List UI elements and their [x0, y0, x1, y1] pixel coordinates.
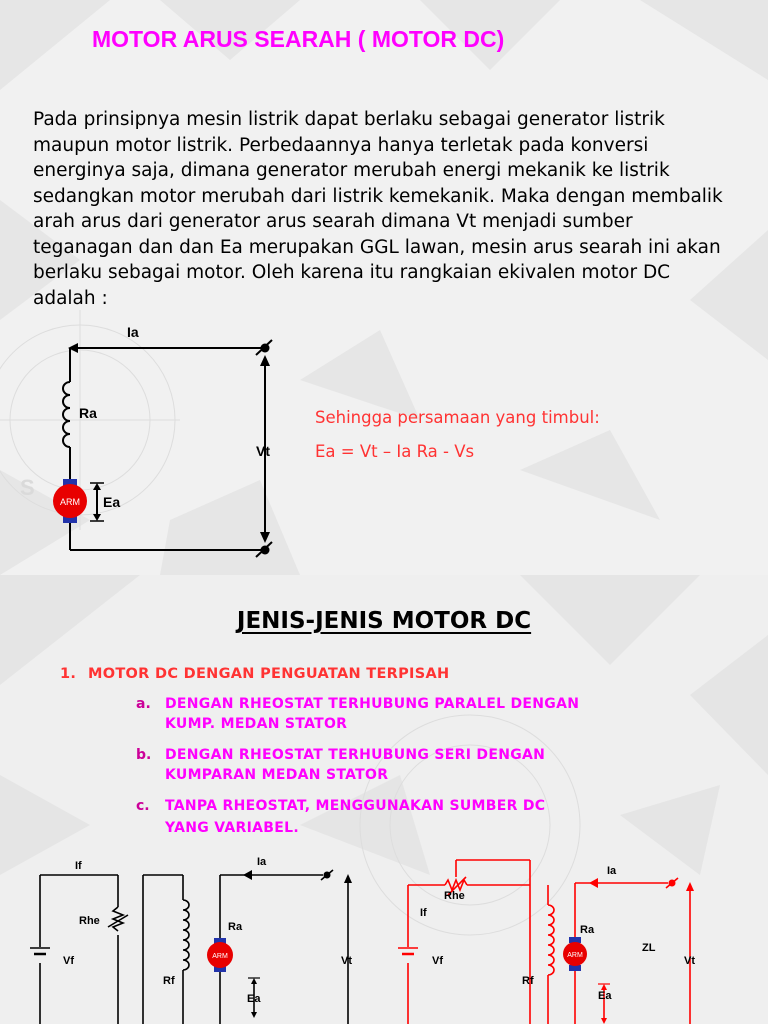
- subitem-line: YANG VARIABEL.: [165, 820, 299, 836]
- equation-intro: Sehingga persamaan yang timbul:: [315, 408, 600, 427]
- label-ea: Ea: [598, 990, 612, 1002]
- subitem-line: DENGAN RHEOSTAT TERHUBUNG SERI DENGAN: [165, 747, 546, 763]
- subitem-line: TANPA RHEOSTAT, MENGGUNAKAN SUMBER DC: [165, 798, 546, 814]
- ea-arrow-down: [93, 514, 101, 521]
- label-vf: Vf: [63, 955, 74, 967]
- label-ea: Ea: [247, 993, 261, 1005]
- list-item-number: 1.: [60, 666, 77, 682]
- ea-arrow-up: [93, 483, 101, 490]
- label-ra: Ra: [79, 405, 97, 421]
- arm-label: ARM: [212, 953, 228, 960]
- field-coil-right: [548, 905, 554, 975]
- label-ia: Ia: [127, 324, 139, 340]
- label-if: If: [420, 907, 427, 919]
- label-ia: Ia: [257, 856, 267, 868]
- label-vt: Vt: [341, 955, 352, 967]
- subitem-line: KUMP. MEDAN STATOR: [165, 716, 348, 732]
- armature-motor-right: [563, 937, 587, 971]
- label-ea: Ea: [103, 494, 121, 510]
- subitem-letter: b.: [136, 747, 152, 763]
- subitem-letter: c.: [136, 798, 150, 814]
- vt-arrow-up: [260, 355, 270, 366]
- label-if: If: [75, 860, 82, 872]
- paragraph-line: maupun motor listrik. Perbedaannya hanya terletak pada konversi: [33, 134, 649, 156]
- label-rf: Rf: [163, 975, 175, 987]
- list-item-text: MOTOR DC DENGAN PENGUATAN TERPISAH: [88, 666, 450, 682]
- slide-jenis-motor-dc: [0, 575, 768, 1024]
- label-rhe: Rhe: [444, 890, 465, 902]
- label-vt: Vt: [684, 955, 695, 967]
- inductor-coil-ra: [63, 382, 70, 447]
- circuit-rheostat-series: [0, 575, 768, 1024]
- paragraph-line: arah arus dari generator arus searah dimana Vt menjadi sumber: [33, 211, 633, 232]
- label-rf: Rf: [522, 975, 534, 987]
- subitem-letter: a.: [136, 696, 151, 712]
- paragraph-line: sedangkan motor merubah dari listrik kemekanik. Maka dengan membalik: [33, 185, 723, 207]
- label-zl: ZL: [642, 942, 656, 954]
- label-ra: Ra: [580, 924, 595, 936]
- rheostat-zigzag-right: [445, 880, 467, 890]
- paragraph-line: berlaku sebagai motor. Oleh karena itu rangkaian ekivalen motor DC: [33, 262, 671, 283]
- paragraph-line: energinya saja, dimana generator merubah energi mekanik ke listrik: [33, 160, 670, 181]
- arm-label: ARM: [567, 952, 583, 959]
- paragraph-line: teganagan dan dan Ea merupakan GGL lawan, mesin arus searah ini akan: [33, 236, 721, 258]
- arm-label: ARM: [60, 497, 80, 507]
- label-ia: Ia: [607, 865, 617, 877]
- label-ra: Ra: [228, 921, 243, 933]
- equation: Ea = Vt – Ia Ra - Vs: [315, 442, 475, 461]
- subitem-line: DENGAN RHEOSTAT TERHUBUNG PARALEL DENGAN: [165, 696, 580, 712]
- subitem-line: KUMPARAN MEDAN STATOR: [165, 767, 389, 783]
- vt-arrow-down: [260, 532, 270, 543]
- page-title: MOTOR ARUS SEARAH ( MOTOR DC): [92, 26, 505, 52]
- label-vt: Vt: [256, 443, 270, 459]
- compass-letter: S: [20, 475, 35, 500]
- paragraph-line: adalah :: [33, 287, 108, 309]
- armature-motor: [53, 479, 87, 523]
- paragraph-line: Pada prinsipnya mesin listrik dapat berlaku sebagai generator listrik: [33, 109, 665, 130]
- label-rhe: Rhe: [79, 915, 100, 927]
- section-title: JENIS-JENIS MOTOR DC: [236, 608, 532, 634]
- label-vf: Vf: [432, 955, 443, 967]
